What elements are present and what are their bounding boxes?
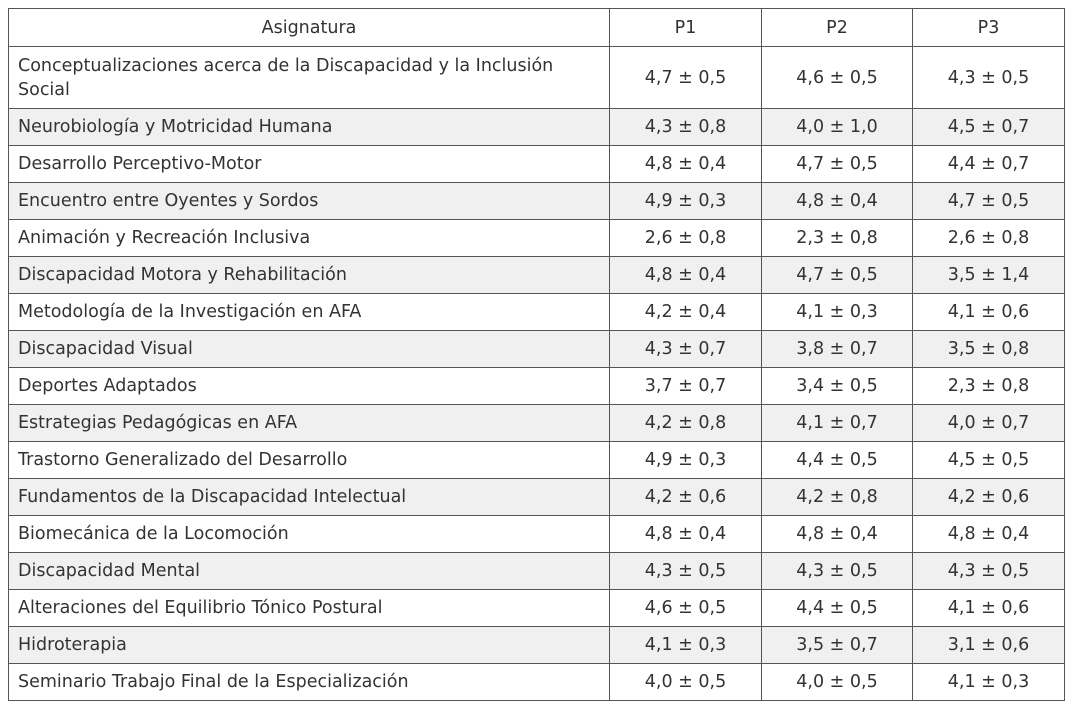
table-row	[9, 627, 1065, 664]
cell-p2: 3,8 ± 0,7	[762, 331, 913, 368]
cell-p3: 3,1 ± 0,6	[913, 627, 1065, 664]
table-row	[9, 183, 1065, 220]
cell-p2: 4,2 ± 0,8	[762, 479, 913, 516]
table-row	[9, 109, 1065, 146]
cell-p1: 4,9 ± 0,3	[610, 183, 762, 220]
cell-asignatura: Hidroterapia	[9, 627, 610, 664]
cell-asignatura: Estrategias Pedagógicas en AFA	[9, 405, 610, 442]
cell-p1: 2,6 ± 0,8	[610, 220, 762, 257]
cell-asignatura: Seminario Trabajo Final de la Especialización	[9, 664, 610, 701]
cell-p2: 4,8 ± 0,4	[762, 516, 913, 553]
header-p1: P1	[610, 9, 762, 47]
cell-p2: 4,0 ± 0,5	[762, 664, 913, 701]
cell-p2: 4,4 ± 0,5	[762, 442, 913, 479]
cell-asignatura: Encuentro entre Oyentes y Sordos	[9, 183, 610, 220]
table-container	[8, 8, 1064, 701]
cell-p3: 4,2 ± 0,6	[913, 479, 1065, 516]
cell-p3: 3,5 ± 1,4	[913, 257, 1065, 294]
cell-p3: 4,1 ± 0,6	[913, 294, 1065, 331]
cell-asignatura: Discapacidad Visual	[9, 331, 610, 368]
cell-p2: 4,7 ± 0,5	[762, 146, 913, 183]
table-row	[9, 368, 1065, 405]
cell-p2: 4,8 ± 0,4	[762, 183, 913, 220]
cell-p1: 4,0 ± 0,5	[610, 664, 762, 701]
cell-p3: 2,6 ± 0,8	[913, 220, 1065, 257]
cell-p1: 4,1 ± 0,3	[610, 627, 762, 664]
cell-asignatura: Fundamentos de la Discapacidad Intelectual	[9, 479, 610, 516]
cell-p1: 4,2 ± 0,6	[610, 479, 762, 516]
header-p3: P3	[913, 9, 1065, 47]
cell-p2: 4,3 ± 0,5	[762, 553, 913, 590]
cell-asignatura: Animación y Recreación Inclusiva	[9, 220, 610, 257]
cell-p3: 4,3 ± 0,5	[913, 47, 1065, 109]
cell-asignatura: Deportes Adaptados	[9, 368, 610, 405]
header-p2: P2	[762, 9, 913, 47]
cell-asignatura: Desarrollo Perceptivo-Motor	[9, 146, 610, 183]
cell-p2: 3,5 ± 0,7	[762, 627, 913, 664]
cell-p1: 4,8 ± 0,4	[610, 257, 762, 294]
cell-p3: 4,8 ± 0,4	[913, 516, 1065, 553]
cell-p3: 4,7 ± 0,5	[913, 183, 1065, 220]
table-row	[9, 294, 1065, 331]
cell-p2: 4,1 ± 0,3	[762, 294, 913, 331]
cell-p1: 4,2 ± 0,8	[610, 405, 762, 442]
cell-asignatura: Discapacidad Mental	[9, 553, 610, 590]
cell-p1: 4,3 ± 0,8	[610, 109, 762, 146]
cell-p1: 4,8 ± 0,4	[610, 146, 762, 183]
cell-p3: 4,1 ± 0,6	[913, 590, 1065, 627]
table-row	[9, 553, 1065, 590]
cell-asignatura: Neurobiología y Motricidad Humana	[9, 109, 610, 146]
table-row	[9, 47, 1065, 109]
cell-p1: 4,3 ± 0,5	[610, 553, 762, 590]
table-row	[9, 516, 1065, 553]
cell-p3: 4,4 ± 0,7	[913, 146, 1065, 183]
table-row	[9, 442, 1065, 479]
cell-p3: 4,3 ± 0,5	[913, 553, 1065, 590]
cell-asignatura: Conceptualizaciones acerca de la Discapacidad y la Inclusión Social	[9, 47, 610, 109]
cell-p2: 4,4 ± 0,5	[762, 590, 913, 627]
cell-p1: 3,7 ± 0,7	[610, 368, 762, 405]
cell-p1: 4,9 ± 0,3	[610, 442, 762, 479]
cell-p3: 4,5 ± 0,7	[913, 109, 1065, 146]
cell-p3: 4,0 ± 0,7	[913, 405, 1065, 442]
table-row	[9, 590, 1065, 627]
ratings-table	[8, 8, 1065, 701]
cell-p2: 4,0 ± 1,0	[762, 109, 913, 146]
table-row	[9, 257, 1065, 294]
cell-p1: 4,6 ± 0,5	[610, 590, 762, 627]
table-row	[9, 331, 1065, 368]
cell-p1: 4,7 ± 0,5	[610, 47, 762, 109]
cell-p1: 4,2 ± 0,4	[610, 294, 762, 331]
cell-p3: 3,5 ± 0,8	[913, 331, 1065, 368]
table-row	[9, 146, 1065, 183]
cell-p3: 4,5 ± 0,5	[913, 442, 1065, 479]
cell-p2: 4,7 ± 0,5	[762, 257, 913, 294]
table-row	[9, 664, 1065, 701]
cell-p1: 4,8 ± 0,4	[610, 516, 762, 553]
cell-p2: 3,4 ± 0,5	[762, 368, 913, 405]
cell-p2: 4,1 ± 0,7	[762, 405, 913, 442]
table-row	[9, 405, 1065, 442]
cell-asignatura: Alteraciones del Equilibrio Tónico Postural	[9, 590, 610, 627]
header-asignatura: Asignatura	[9, 9, 610, 47]
cell-asignatura: Discapacidad Motora y Rehabilitación	[9, 257, 610, 294]
cell-p3: 4,1 ± 0,3	[913, 664, 1065, 701]
cell-asignatura: Biomecánica de la Locomoción	[9, 516, 610, 553]
cell-p2: 2,3 ± 0,8	[762, 220, 913, 257]
header-row	[9, 9, 1065, 47]
table-row	[9, 479, 1065, 516]
cell-p2: 4,6 ± 0,5	[762, 47, 913, 109]
cell-p1: 4,3 ± 0,7	[610, 331, 762, 368]
cell-p3: 2,3 ± 0,8	[913, 368, 1065, 405]
cell-asignatura: Metodología de la Investigación en AFA	[9, 294, 610, 331]
table-row	[9, 220, 1065, 257]
cell-asignatura: Trastorno Generalizado del Desarrollo	[9, 442, 610, 479]
